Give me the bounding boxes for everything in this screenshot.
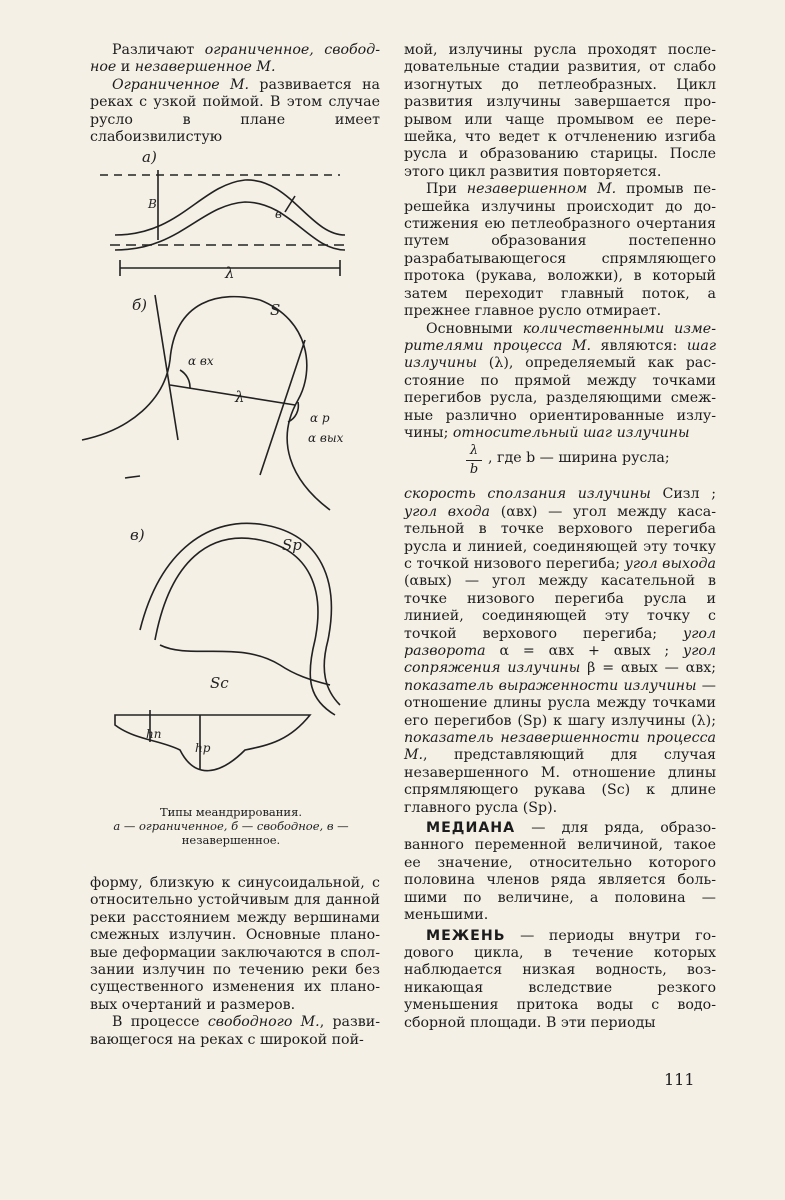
symbol-Sc: Sс <box>210 674 229 692</box>
paragraph-incomplete <box>404 181 716 320</box>
figure-caption <box>72 805 390 847</box>
caption-title: Типы меандрирования. <box>159 805 303 819</box>
symbol-alpha-exit: α вых <box>308 431 344 445</box>
text: , развивающегося на реках с широкой пой- <box>90 1014 380 1048</box>
cutoff-channel <box>160 645 330 685</box>
term-creep-speed: скорость сползания излучины <box>404 486 651 503</box>
paragraph-types <box>90 42 380 77</box>
symbol-B: В <box>148 197 157 211</box>
text: Различают <box>112 42 205 58</box>
fraction-denominator: b <box>469 462 479 478</box>
page-number: 111 <box>664 1070 695 1089</box>
text: — для ряда, образованного переменной величиной, такое ее значение, относительно которого половина членов ряда является большими по величине, а половина — меньшими. <box>404 820 716 924</box>
paragraph-limited <box>90 77 380 147</box>
text: β = αвых — αвх; <box>580 660 716 677</box>
term-junction-angle: угол сопряжения излучины <box>404 643 716 677</box>
term-free-meander: свободного М. <box>207 1014 320 1031</box>
label-c: в) <box>130 526 145 544</box>
text: — периоды внутри годового цикла, в течение которых наблюдается низкая водность, возникающая вследствие резкого уменьшения притока воды с водосборной площади. В эти периоды <box>404 927 716 1031</box>
symbol-lambda-b: λ <box>235 388 245 406</box>
paragraph-sinusoidal: форму, близкую к синусоидальной, с относительно устойчивым для данной реки расстоянием между вершинами смежных излучин. Основные плановые деформации заключаются в сползании излучин по течению реки без существенного изменения их плановых очертаний и размеров. <box>90 875 380 1013</box>
text: развивается на реках с узкой поймой. В этом случае русло в плане имеет слабоизвилистую <box>90 76 380 146</box>
text: (λ), определяемый как расстояние по прямой между точками перегибов русла, разделяющими смежные различно ориентированные излучины; <box>404 355 716 441</box>
term-limited-free: ограниченное, свободное <box>90 42 381 76</box>
symbol-S: S <box>270 301 281 319</box>
lambda-chord <box>170 385 295 405</box>
cross-section <box>115 715 310 771</box>
fraction-lambda-b <box>466 442 482 479</box>
paragraph-measures-cont <box>404 486 716 817</box>
left-column-bottom <box>90 875 380 1049</box>
label-b: б) <box>132 296 148 314</box>
tangent-entry <box>155 295 178 440</box>
term-incomplete: незавершенное М. <box>134 59 276 76</box>
term-incompleteness-index: показатель незавершенности процесса М. <box>404 730 716 764</box>
figure-drawing <box>70 140 390 840</box>
text: — отношение длины русла между точками его перегибов (Sр) к шагу излучины (λ); <box>404 677 716 729</box>
main-channel-outer <box>155 538 335 715</box>
symbol-alpha-p: α р <box>310 411 330 425</box>
text: промыв перешейка излучины происходит до достижения ею петлеобразного очертания путем образования постепенно разрабатывающегося спрямляющего протока (рукава, воложки), в который затем переходит главный поток, а прежнее главное русло отмирает. <box>404 181 716 320</box>
text: являются: <box>590 337 687 354</box>
term-entry-angle: угол входа <box>404 503 490 520</box>
text: и <box>116 59 135 76</box>
symbol-Sp: Sр <box>282 536 302 554</box>
paragraph-free <box>90 1014 380 1049</box>
term-sinuosity-index: показатель выраженности излучины <box>404 677 697 694</box>
text: , представляющий для случая незавершенного М. отношение длины спрямляющего рукава (Sс) к длине главного русла (Sр). <box>404 747 716 816</box>
text: В процессе <box>112 1014 208 1031</box>
text: При <box>426 181 467 198</box>
relative-step-formula <box>404 442 716 486</box>
caption-line1: а — ограниченное, б — свободное, в — <box>113 819 349 833</box>
headword-mezhen: МЕЖЕНЬ <box>426 927 506 944</box>
term-exit-angle: угол выхода <box>624 555 716 572</box>
paragraph-measures <box>404 321 716 443</box>
term-relative-step: относительный шаг излучины <box>452 424 690 441</box>
symbol-lambda-a: λ <box>225 264 235 282</box>
text: Основными <box>426 320 523 337</box>
entry-mediana <box>404 820 716 924</box>
term-step: шаг излучины <box>404 337 716 372</box>
entry-angle-arc <box>180 370 190 388</box>
text: Сизл ; <box>650 486 716 503</box>
width-definition: , где b — ширина русла; <box>488 450 670 467</box>
term-incomplete-meander: незавершенном М. <box>466 181 617 198</box>
free-channel-left <box>82 297 260 440</box>
label-a: а) <box>142 148 157 166</box>
meander-types-figure <box>70 140 390 840</box>
text: (αвых) — угол между касательной в точке низового перегиба русла и линией, соединяющей эту точку с точкой верхового перегиба; <box>404 573 716 642</box>
symbol-b: в <box>275 207 282 221</box>
caption-line2: незавершенное. <box>181 833 281 847</box>
text: (αвх) — угол между касательной в точке верхового перегиба русла и линией, соединяющей эту точку с точкой низового перегиба; <box>404 503 716 572</box>
fraction-numerator: λ <box>466 442 482 461</box>
term-limited-meander: Ограниченное М. <box>112 76 250 93</box>
symbol-hn: hп <box>146 727 162 741</box>
flow-arrow <box>125 476 140 478</box>
left-column-top <box>90 42 380 146</box>
text: α = αвх + αвых ; <box>485 643 684 659</box>
right-column <box>404 42 716 1032</box>
paragraph-cycle: мой, излучины русла проходят последовательные стадии развития, от слабо изогнутых до петлеобразных. Цикл развития излучины завершается прорывом или чаще промывом ее перешейка, что ведет к отчленению изгиба русла и образованию старицы. После этого цикл развития повторяется. <box>404 42 716 180</box>
entry-mezhen <box>404 928 716 1032</box>
symbol-alpha-entry: α вх <box>188 354 214 368</box>
headword-mediana: МЕДИАНА <box>426 820 516 837</box>
symbol-hp: hр <box>195 741 211 755</box>
term-turn-angle: угол разворота <box>404 625 716 659</box>
term-measures: количественными измерителями процесса М. <box>404 320 717 354</box>
